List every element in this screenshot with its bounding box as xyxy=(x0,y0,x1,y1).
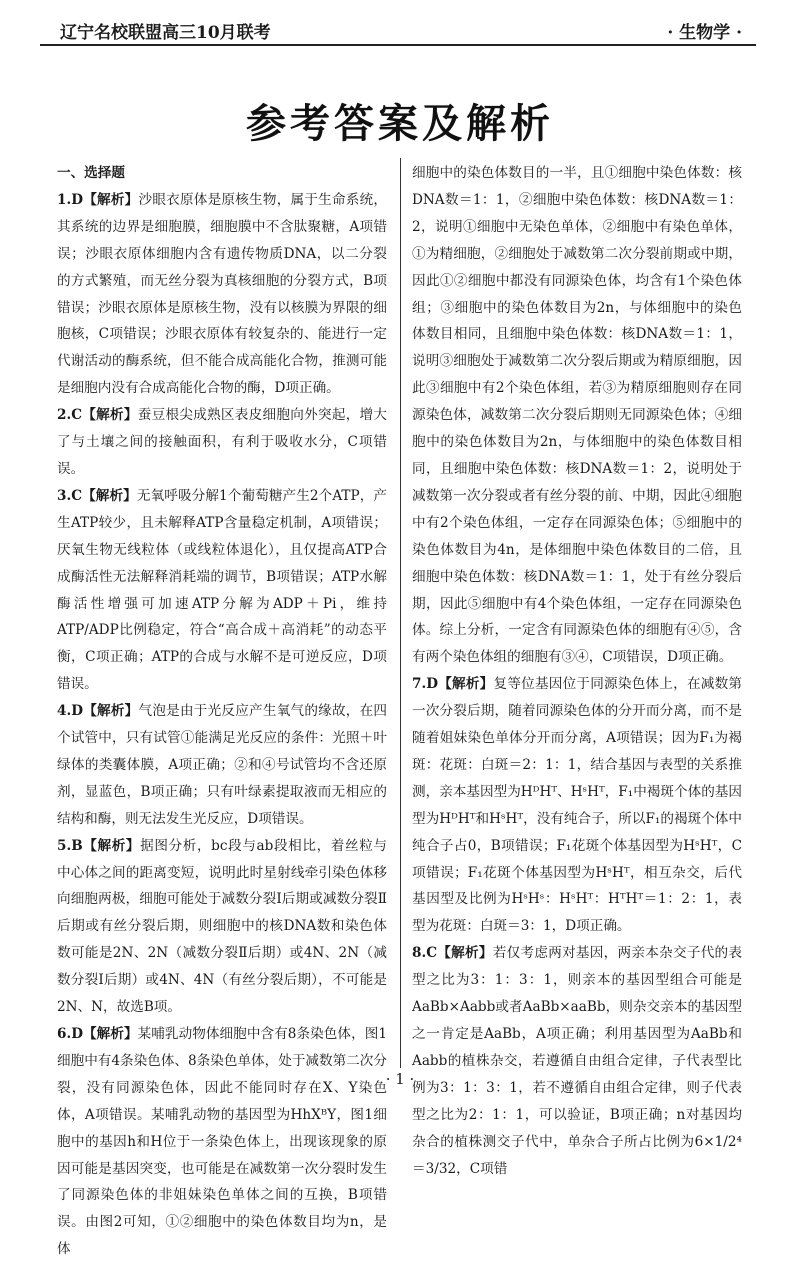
exam-title: 辽宁名校联盟高三10月联考 xyxy=(60,23,271,43)
analysis-tag: 【解析】 xyxy=(82,191,139,208)
analysis-tag: 【解析】 xyxy=(82,837,141,854)
answer-number: 4.D xyxy=(57,703,83,720)
analysis-tag: 【解析】 xyxy=(82,1026,138,1042)
answer-text: 气泡是由于光反应产生氧气的缘故，在四个试管中，只有试管①能满足光反应的条件：光照＋叶绿体的类囊体膜，A项正确；②和④号试管均不含还原剂，显蓝色，B项正确；只有叶绿素提取液而无相应的结构和酶，则无法发生光反应，D项错误。 xyxy=(57,703,388,827)
right-column xyxy=(412,160,742,1182)
analysis-tag: 【解析】 xyxy=(437,945,493,962)
answer-item-6 xyxy=(57,1021,387,1263)
left-column xyxy=(57,160,387,1263)
answer-item-5 xyxy=(57,833,387,1021)
answer-item-8 xyxy=(412,940,742,1182)
answer-item-1 xyxy=(57,187,387,402)
column-divider xyxy=(400,158,401,1068)
answer-text: 沙眼衣原体是原核生物，属于生命系统，其系统的边界是细胞膜，细胞膜中不含肽聚糖，A项错误；沙眼衣原体细胞内含有遗传物质DNA，以二分裂的方式繁殖，而无丝分裂为真核细胞的分裂方式，B项错误；沙眼衣原体是原核生物，没有以核膜为界限的细胞核，C项错误；沙眼衣原体有较复杂的、能进行一定代谢活动的酶系统，但不能合成高能化合物，推测可能是细胞内没有合成高能化合物的酶，D项正确。 xyxy=(57,191,388,397)
answer-item-3 xyxy=(57,483,387,698)
answer-text: 复等位基因位于同源染色体上，在减数第一次分裂后期，随着同源染色体的分开而分离，而不是随着姐妹染色单体分开而分离，A项错误；因为F₁为褐斑：花斑：白斑＝2：1：1，结合基因与表型的关系推测，亲本基因型为HᴰHᵀ、HˢHᵀ，F₁中褐斑个体的基因型为HᴰHᵀ和HˢHᵀ，没有纯合子，所以F₁的褐斑个体中纯合子占0，B项错误；F₁花斑个体基因型为HˢHᵀ，C项错误；F₁花斑个体基因型为HˢHᵀ，相互杂交，后代基因型及比例为HˢHˢ：HˢHᵀ：HᵀHᵀ＝1：2：1，表型为花斑：白斑＝3：1，D项正确。 xyxy=(412,676,743,935)
answer-text: 无氧呼吸分解1个葡萄糖产生2个ATP，产生ATP较少，且未解释ATP含量稳定机制，A项错误；厌氧生物无线粒体（或线粒体退化），且仅提高ATP合成酶活性无法解释消耗端的调节，B项错误；ATP水解酶活性增强可加速ATP分解为ADP＋Pi，维持ATP/ADP比例稳定，符合“高合成＋高消耗”的动态平衡，C项正确；ATP的合成与水解不是可逆反应，D项错误。 xyxy=(57,487,387,693)
answer-number: 6.D xyxy=(57,1026,83,1042)
section-heading: 一、选择题 xyxy=(57,165,125,181)
answer-number: 7.D xyxy=(412,676,438,693)
answer-item-2 xyxy=(57,402,387,483)
answer-number: 5.B xyxy=(57,837,83,854)
answer-text: 若仅考虑两对基因，两亲本杂交子代的表型之比为3：1：3：1，则亲本的基因型组合可能是AaBb×Aabb或者AaBb×aaBb，则杂交亲本的基因型之一肯定是AaBb，A项正确；利用基因型为AaBb和Aabb的植株杂交，若遵循自由组合定律，子代表型比例为3：1：3：1，若不遵循自由组合定律，则子代表型之比为2：1：1，可以验证，B项正确；n对基因均杂合的植株测交子代中，单杂合子所占比例为6×1/2⁴＝3/32，C项错 xyxy=(412,945,743,1177)
answer-text: 据图分析，bc段与ab段相比，着丝粒与中心体之间的距离变短，说明此时星射线牵引染色体移向细胞两极，细胞可能处于减数分裂Ⅰ后期或减数分裂Ⅱ后期或有丝分裂后期，则细胞中的核DNA数和染色体数可能是2N、2N（减数分裂Ⅱ后期）或4N、2N（减数分裂Ⅰ后期）或4N、4N（有丝分裂后期），不可能是2N、N，故选B项。 xyxy=(57,837,388,1016)
answer-item-6-continued: 细胞中的染色体数目的一半，且①细胞中染色体数：核DNA数＝1：1，②细胞中染色体数：核DNA数＝1：2，说明①细胞中无染色单体，②细胞中有染色单体，①为精细胞，②细胞处于减数第二次分裂前期或中期，因此①②细胞中都没有同源染色体，均含有1个染色体组；③细胞中的染色体数目为2n，与体细胞中的染色体数目相同，且细胞中染色体数：核DNA数＝1：1，说明③细胞处于减数第二次分裂后期或为精原细胞，因此③细胞中有2个染色体组，若③为精原细胞则存在同源染色体，减数第二次分裂后期则无同源染色体；④细胞中的染色体数目为2n，与体细胞中的染色体数目相同，且细胞中染色体数：核DNA数＝1：2，说明处于减数第一次分裂或者有丝分裂的前、中期，因此④细胞中有2个染色体组，一定存在同源染色体；⑤细胞中的染色体数目为4n，是体细胞中染色体数目的二倍，且细胞中染色体数：核DNA数＝1：1，处于有丝分裂后期，因此⑤细胞中有4个染色体组，一定存在同源染色体。综上分析，一定含有同源染色体的细胞有④⑤，含有两个染色体组的细胞有③④，C项错误，D项正确。 xyxy=(412,165,742,666)
answer-number: 8.C xyxy=(412,945,438,962)
analysis-tag: 【解析】 xyxy=(82,487,137,504)
analysis-tag: 【解析】 xyxy=(437,676,494,693)
answer-text: 蚕豆根尖成熟区表皮细胞向外突起，增大了与土壤之间的接触面积，有利于吸收水分，C项错误。 xyxy=(57,407,388,477)
page-number: · 1 · xyxy=(385,1070,415,1088)
answer-number: 3.C xyxy=(57,487,83,504)
page-header xyxy=(40,18,756,46)
answer-number: 2.C xyxy=(57,407,83,424)
analysis-tag: 【解析】 xyxy=(82,703,139,720)
answer-item-7 xyxy=(412,671,742,940)
answer-item-4 xyxy=(57,698,387,833)
subject-label: · 生物学 · xyxy=(667,23,742,43)
page-title: 参考答案及解析 xyxy=(246,101,554,147)
answer-number: 1.D xyxy=(57,191,83,208)
answer-text: 某哺乳动物体细胞中含有8条染色体，图1细胞中有4条染色体、8条染色单体，处于减数第二次分裂，没有同源染色体，因此不能同时存在X、Y染色体，A项错误。某哺乳动物的基因型为HhXᴮY，图1细胞中的基因h和H位于一条染色体上，出现该现象的原因可能是基因突变，也可能是在减数第一次分裂时发生了同源染色体的非姐妹染色单体之间的互换，B项错误。由图2可知，①②细胞中的染色体数目均为n，是体 xyxy=(57,1026,388,1258)
analysis-tag: 【解析】 xyxy=(82,407,138,424)
